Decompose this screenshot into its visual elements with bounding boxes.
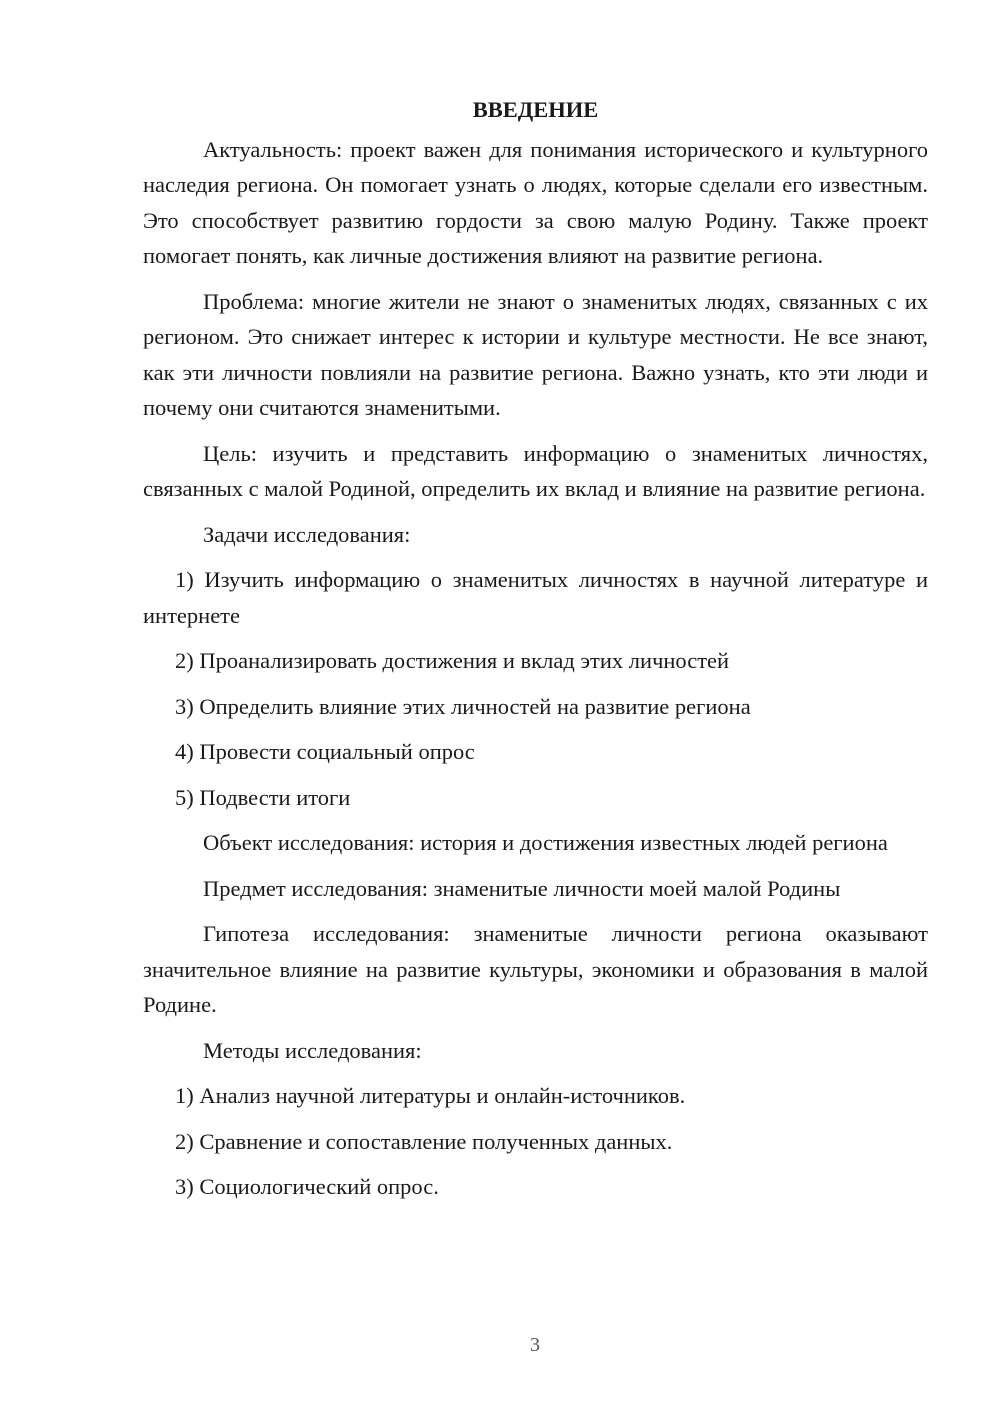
method-item-2: 2) Сравнение и сопоставление полученных данных. xyxy=(175,1128,673,1154)
relevance-paragraph: Актуальность: проект важен для понимания исторического и культурного наследия региона. Он помогает узнать о людях, которые сделали его известным. Это способствует развитию гордости за свою малую Родину. Также проект помогает понять, как личные достижения влияют на развитие региона. xyxy=(143,136,928,268)
method-item-1: 1) Анализ научной литературы и онлайн-источников. xyxy=(175,1083,686,1108)
tasks-heading: Задачи исследования: xyxy=(203,521,411,547)
task-item-1: 1) Изучить информацию о знаменитых личностях в научной литературе и интернете xyxy=(143,567,928,628)
page-content xyxy=(143,92,928,1215)
page-number: 3 xyxy=(530,1334,540,1356)
problem-paragraph: Проблема: многие жители не знают о знаменитых людях, связанных с их регионом. Это снижает интерес к истории и культуре местности. Не все знают, как эти личности повлияли на развитие региона. Важно узнать, кто эти люди и почему они считаются знаменитыми. xyxy=(143,288,928,420)
subject-paragraph: Предмет исследования: знаменитые личности моей малой Родины xyxy=(203,875,841,901)
task-item-4: 4) Провести социальный опрос xyxy=(175,739,475,764)
task-item-5: 5) Подвести итоги xyxy=(175,784,351,810)
task-item-2: 2) Проанализировать достижения и вклад этих личностей xyxy=(175,648,730,673)
object-paragraph: Объект исследования: история и достижения известных людей региона xyxy=(203,830,888,855)
task-item-3: 3) Определить влияние этих личностей на развитие региона xyxy=(175,693,751,719)
goal-paragraph: Цель: изучить и представить информацию о знаменитых личностях, связанных с малой Родиной, определить их вклад и влияние на развитие региона. xyxy=(143,440,928,501)
section-title: ВВЕДЕНИЕ xyxy=(472,97,599,122)
hypothesis-paragraph: Гипотеза исследования: знаменитые личности региона оказывают значительное влияние на развитие культуры, экономики и образования в малой Родине. xyxy=(143,921,928,1017)
methods-heading: Методы исследования: xyxy=(203,1037,422,1063)
method-item-3: 3) Социологический опрос. xyxy=(175,1174,439,1199)
